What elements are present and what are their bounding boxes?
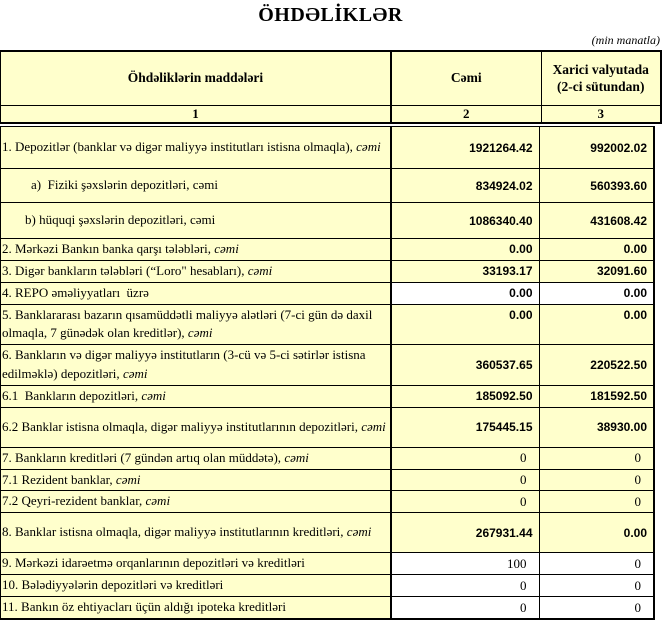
cami-italic-suffix: cəmi — [346, 524, 372, 540]
total-value-cell: 1086340.40 — [391, 203, 539, 239]
foreign-value-cell: 0 — [539, 553, 654, 575]
row-label-cell: 6.1 Bankların depozitləri, cəmi — [0, 385, 391, 407]
liabilities-header-table — [0, 50, 662, 124]
column-index-3: 3 — [541, 105, 661, 123]
cami-italic-suffix: cəmi — [247, 262, 273, 278]
cami-italic-suffix: cəmi — [145, 493, 171, 509]
row-label-cell: 4. REPO əməliyyatları üzrə — [0, 282, 391, 304]
row-label-cell: b) hüquqi şəxslərin depozitləri, cəmi — [0, 203, 391, 239]
row-label-cell: 8. Banklar istisna olmaqla, digər maliyyə institutlarının kreditləri, cəmi — [0, 513, 391, 553]
total-value-cell: 360537.65 — [391, 345, 539, 386]
liability-row — [0, 127, 654, 169]
column-index-1: 1 — [0, 105, 391, 123]
row-label-cell: a) Fiziki şəxslərin depozitləri, cəmi — [0, 169, 391, 203]
liability-row — [0, 282, 654, 304]
total-value-cell: 175445.15 — [391, 407, 539, 447]
total-value-cell: 1921264.42 — [391, 127, 539, 169]
foreign-value-cell: 0.00 — [539, 304, 654, 345]
liability-row — [0, 345, 654, 386]
row-label-cell: 5. Banklararası bazarın qısamüddətli maliyyə alətləri (7-ci gün də daxil olmaqla, 7 günədək olan kreditlər), cəmi — [0, 304, 391, 345]
foreign-value-cell: 0 — [539, 469, 654, 491]
foreign-value-cell: 181592.50 — [539, 385, 654, 407]
foreign-value-cell: 0 — [539, 575, 654, 597]
row-label-cell: 9. Mərkəzi idarəetmə orqanlarının depozitləri və kreditləri — [0, 553, 391, 575]
liability-row — [0, 575, 654, 597]
liability-row — [0, 304, 654, 345]
foreign-value-cell: 0.00 — [539, 282, 654, 304]
total-value-cell: 0 — [391, 575, 539, 597]
cami-italic-suffix: cəmi — [356, 139, 381, 155]
foreign-value-cell: 560393.60 — [539, 169, 654, 203]
total-column-header: Cəmi — [391, 51, 541, 105]
cami-italic-suffix: cəmi — [122, 366, 148, 382]
total-value-cell: 0.00 — [391, 239, 539, 261]
cami-italic-suffix: cəmi — [214, 241, 239, 256]
cami-italic-suffix: cəmi — [284, 449, 309, 465]
foreign-column-header: Xarici valyutada (2-ci sütundan) — [541, 51, 661, 105]
liability-row — [0, 447, 654, 469]
liability-row — [0, 260, 654, 282]
liability-row — [0, 203, 654, 239]
items-column-header: Öhdəliklərin maddələri — [0, 51, 391, 105]
row-label-cell: 7. Bankların kreditləri (7 gündən artıq olan müddətə), cəmi — [0, 447, 391, 469]
row-label-cell: 10. Bələdiyyələrin depozitləri və kreditləri — [0, 575, 391, 597]
total-value-cell: 33193.17 — [391, 260, 539, 282]
row-label-cell: 3. Digər bankların tələbləri (“Loro" hesabları), cəmi — [0, 260, 391, 282]
unit-note: (min manatla) — [591, 33, 660, 47]
column-header-row — [0, 51, 661, 105]
total-value-cell: 0.00 — [391, 304, 539, 345]
row-label-cell: 7.2 Qeyri-rezident banklar, cəmi — [0, 491, 391, 513]
total-value-cell: 0 — [391, 597, 539, 619]
row-label-cell: 2. Mərkəzi Bankın banka qarşı tələbləri, cəmi — [0, 239, 391, 261]
liabilities-table-body — [0, 127, 654, 619]
total-value-cell: 0 — [391, 469, 539, 491]
total-value-cell: 834924.02 — [391, 169, 539, 203]
total-value-cell: 0 — [391, 447, 539, 469]
liability-row — [0, 513, 654, 553]
liability-row — [0, 169, 654, 203]
foreign-value-cell: 32091.60 — [539, 260, 654, 282]
page-title: ÖHDƏLİKLƏR — [258, 4, 403, 26]
foreign-value-cell: 0.00 — [539, 239, 654, 261]
row-label-cell: 11. Bankın öz ehtiyacları üçün aldığı ipoteka kreditləri — [0, 597, 391, 619]
row-label-cell: 6.2 Banklar istisna olmaqla, digər maliyyə institutlarının depozitləri, cəmi — [0, 407, 391, 447]
total-value-cell: 185092.50 — [391, 385, 539, 407]
row-label-cell: 1. Depozitlər (banklar və digər maliyyə institutları istisna olmaqla), cəmi — [0, 127, 391, 169]
liability-row — [0, 469, 654, 491]
foreign-value-cell: 992002.02 — [539, 127, 654, 169]
liability-row — [0, 385, 654, 407]
cami-italic-suffix: cəmi — [187, 325, 213, 341]
total-value-cell: 267931.44 — [391, 513, 539, 553]
foreign-value-cell: 0.00 — [539, 513, 654, 553]
total-value-cell: 100 — [391, 553, 539, 575]
cami-italic-suffix: cəmi — [361, 418, 386, 434]
foreign-value-cell: 0 — [539, 491, 654, 513]
row-label-cell: 7.1 Rezident banklar, cəmi — [0, 469, 391, 491]
cami-italic-suffix: cəmi — [141, 387, 166, 403]
liability-row — [0, 597, 654, 619]
total-value-cell: 0 — [391, 491, 539, 513]
column-index-2: 2 — [391, 105, 541, 123]
foreign-value-cell: 0 — [539, 597, 654, 619]
liability-row — [0, 491, 654, 513]
liability-row — [0, 407, 654, 447]
foreign-value-cell: 431608.42 — [539, 203, 654, 239]
column-index-row — [0, 105, 661, 123]
liabilities-table — [0, 126, 655, 620]
row-label-cell: 6. Bankların və digər maliyyə institutların (3-cü və 5-ci sətirlər istisna edilməklə) depozitləri, cəmi — [0, 345, 391, 386]
foreign-value-cell: 0 — [539, 447, 654, 469]
liability-row — [0, 553, 654, 575]
liability-row — [0, 239, 654, 261]
cami-italic-suffix: cəmi — [115, 471, 141, 487]
foreign-value-cell: 220522.50 — [539, 345, 654, 386]
foreign-value-cell: 38930.00 — [539, 407, 654, 447]
total-value-cell: 0.00 — [391, 282, 539, 304]
